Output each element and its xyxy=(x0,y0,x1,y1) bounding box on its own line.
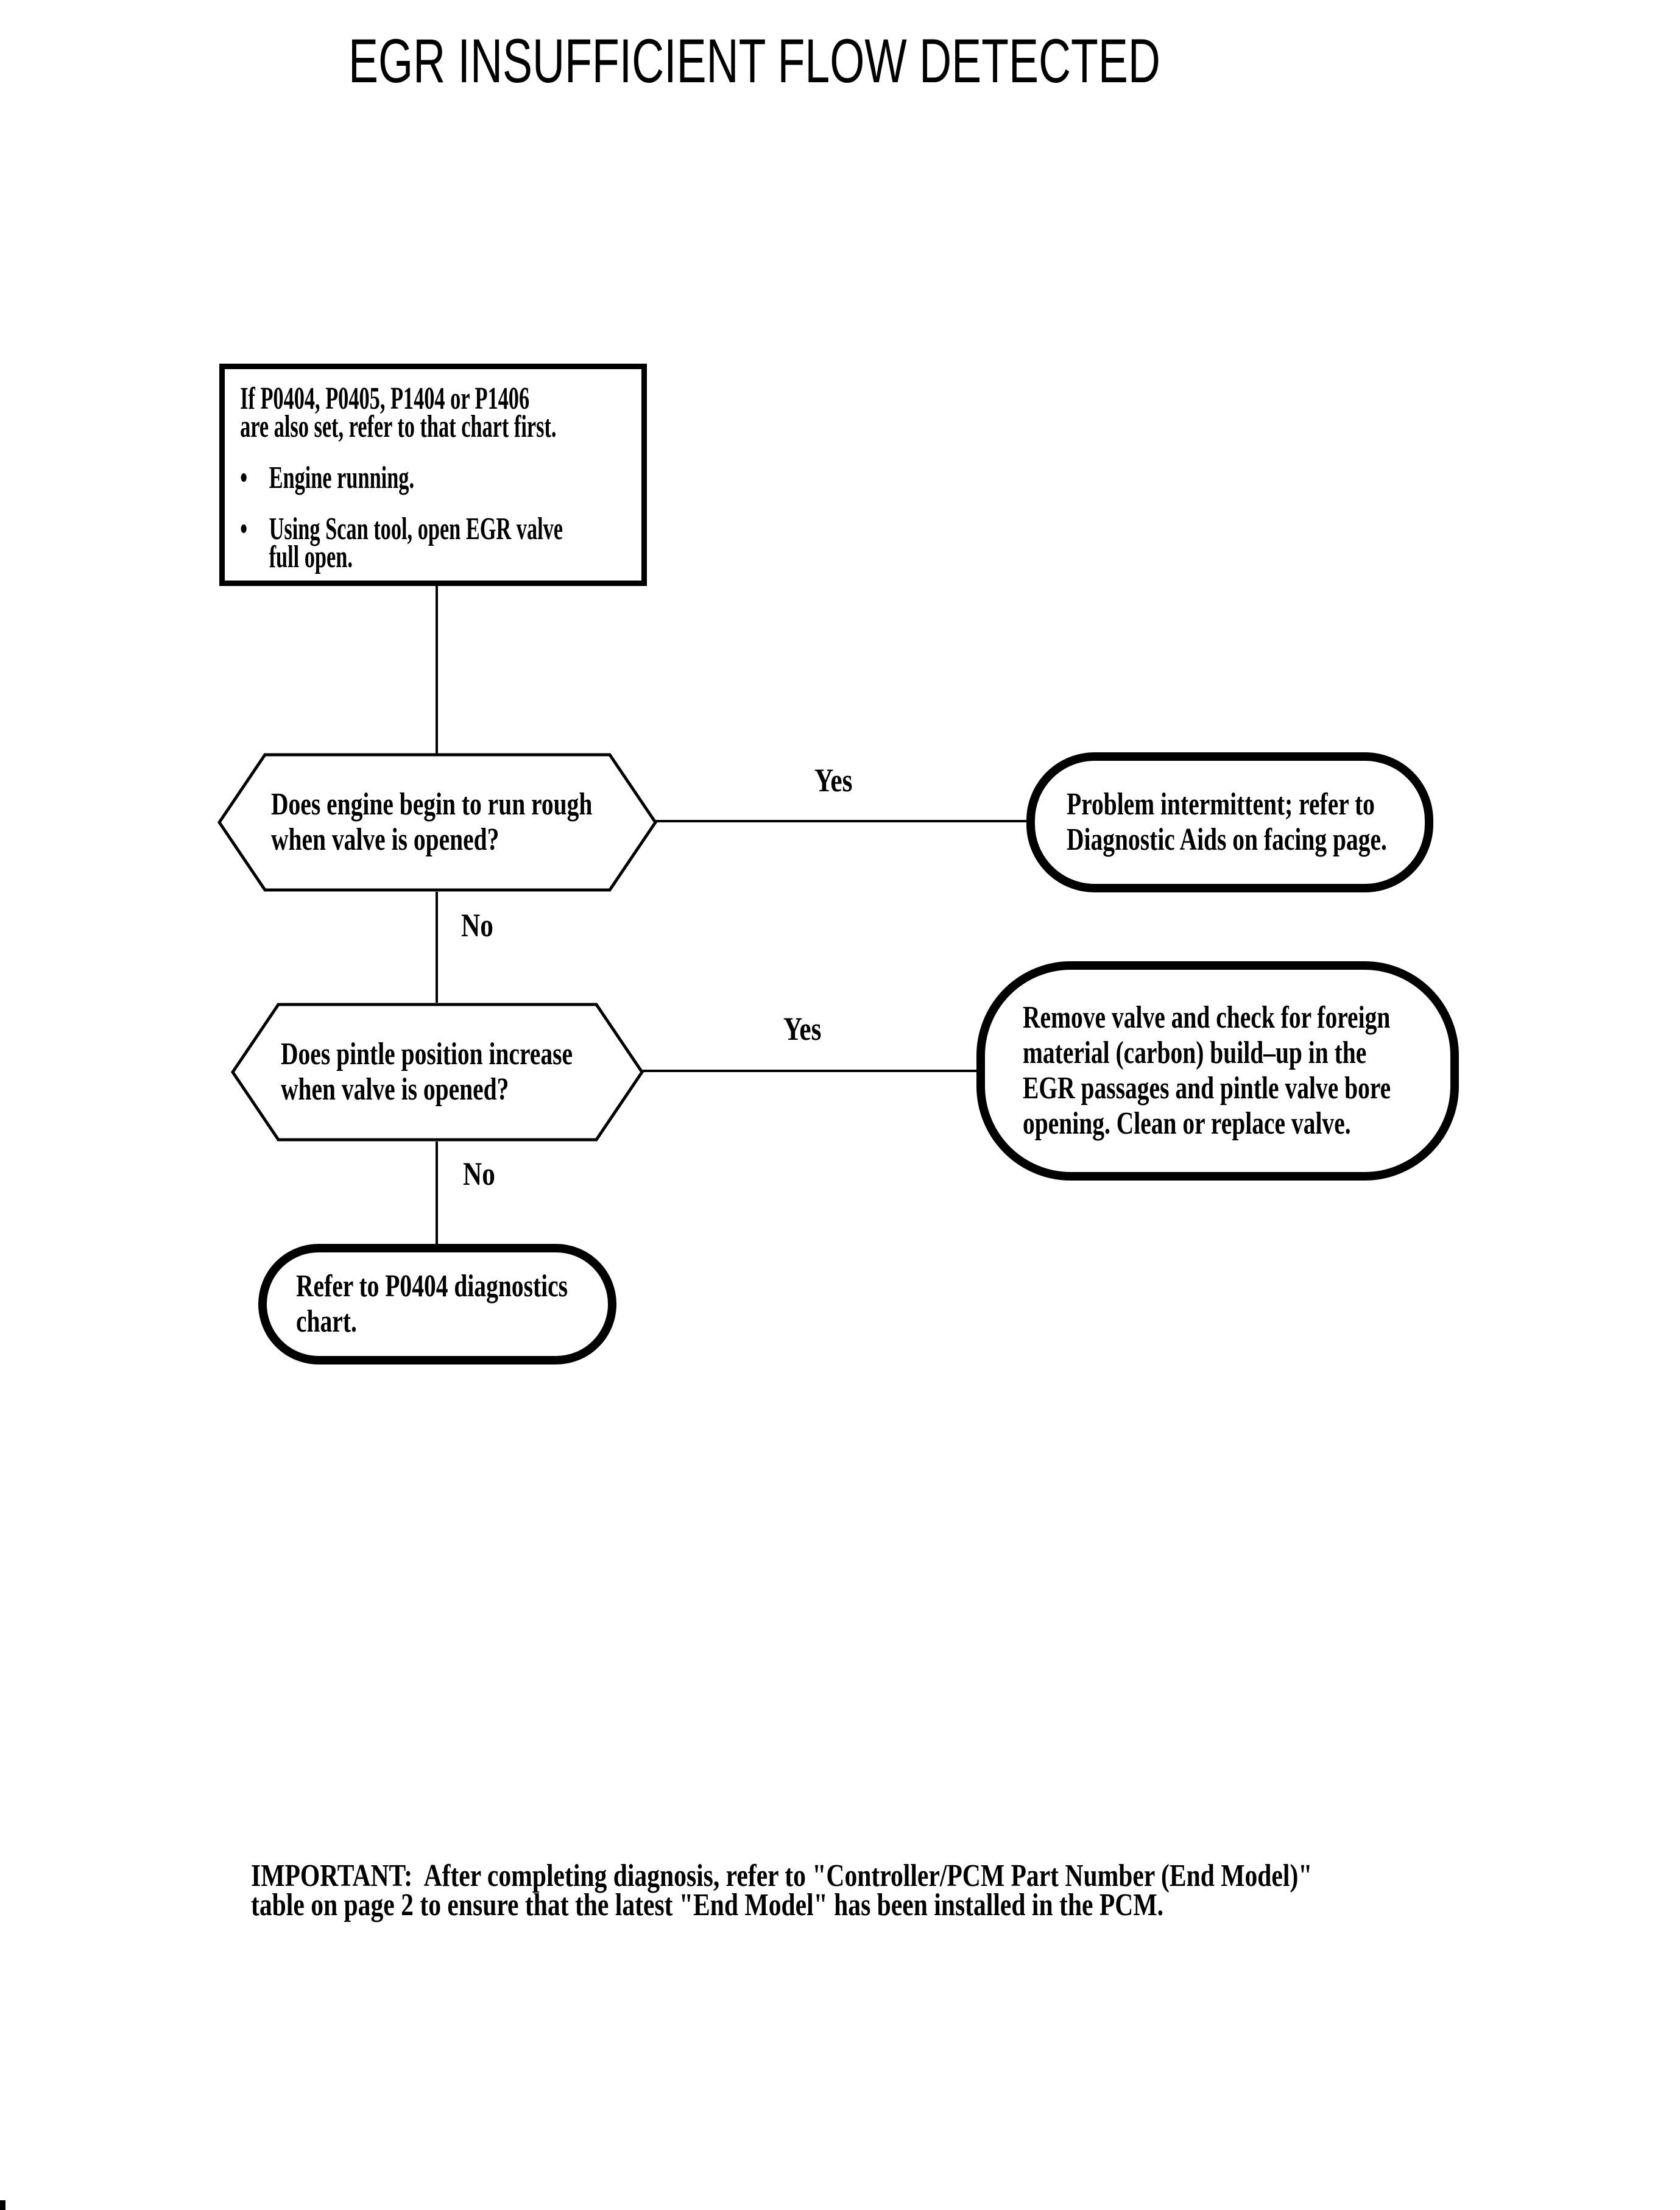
decision2-line2: when valve is opened? xyxy=(281,1072,509,1107)
bullet-1-line1: Engine running. xyxy=(269,461,415,495)
decision1-hexagon xyxy=(217,753,657,892)
important-note-line1: IMPORTANT: After completing diagnosis, refer to "Controller/PCM Part Number (End Model)" xyxy=(251,1859,1313,1893)
result2-line3: EGR passages and pintle valve bore xyxy=(1023,1071,1391,1106)
no-label-2: No xyxy=(463,1156,495,1192)
start-box xyxy=(219,364,647,586)
connector-line-decision1-no xyxy=(436,892,438,1003)
no-label-1: No xyxy=(461,907,493,944)
connector-line-decision1-yes xyxy=(655,820,1028,822)
start-box-bullet-1 xyxy=(240,461,655,495)
result2-line1: Remove valve and check for foreign xyxy=(1023,1000,1391,1035)
bullet-2-line2: full open. xyxy=(269,540,353,574)
decision2-line1: Does pintle position increase xyxy=(281,1037,573,1071)
decision1-line2: when valve is opened? xyxy=(271,822,499,857)
bullet-icon: • xyxy=(240,461,248,495)
start-box-text xyxy=(225,369,655,574)
scan-corner-mark xyxy=(0,2200,5,2210)
start-box-bullet-2 xyxy=(240,512,655,574)
decision1-text xyxy=(217,753,657,892)
connector-line-start-to-decision1 xyxy=(436,586,438,754)
result3-line1: Refer to P0404 diagnostics xyxy=(296,1269,568,1304)
result2-line4: opening. Clean or replace valve. xyxy=(1023,1106,1351,1141)
important-note-line2: table on page 2 to ensure that the latest "End Model" has been installed in the PCM. xyxy=(251,1888,1163,1922)
result1-box xyxy=(1026,752,1433,892)
connector-line-decision2-no xyxy=(436,1142,438,1245)
bullet-2-line1: Using Scan tool, open EGR valve xyxy=(269,512,563,546)
result1-line1: Problem intermittent; refer to xyxy=(1067,787,1375,822)
connector-line-decision2-yes xyxy=(641,1070,976,1072)
result3-box xyxy=(258,1244,616,1364)
yes-label-2: Yes xyxy=(783,1011,822,1047)
result3-line2: chart. xyxy=(296,1304,357,1339)
decision2-hexagon xyxy=(231,1003,644,1142)
bullet-icon: • xyxy=(240,512,248,546)
important-note xyxy=(251,1859,1313,1922)
decision1-line1: Does engine begin to run rough xyxy=(271,787,593,822)
yes-label-1: Yes xyxy=(814,762,853,799)
result1-line2: Diagnostic Aids on facing page. xyxy=(1067,822,1387,857)
decision2-text xyxy=(231,1003,644,1142)
start-box-intro-line1: If P0404, P0405, P1404 or P1406 xyxy=(240,381,530,416)
result2-box xyxy=(976,961,1459,1181)
result2-line2: material (carbon) build–up in the xyxy=(1023,1036,1367,1070)
start-box-intro-line2: are also set, refer to that chart first. xyxy=(240,409,557,444)
page-title: EGR INSUFFICIENT FLOW DETECTED xyxy=(348,26,1160,96)
